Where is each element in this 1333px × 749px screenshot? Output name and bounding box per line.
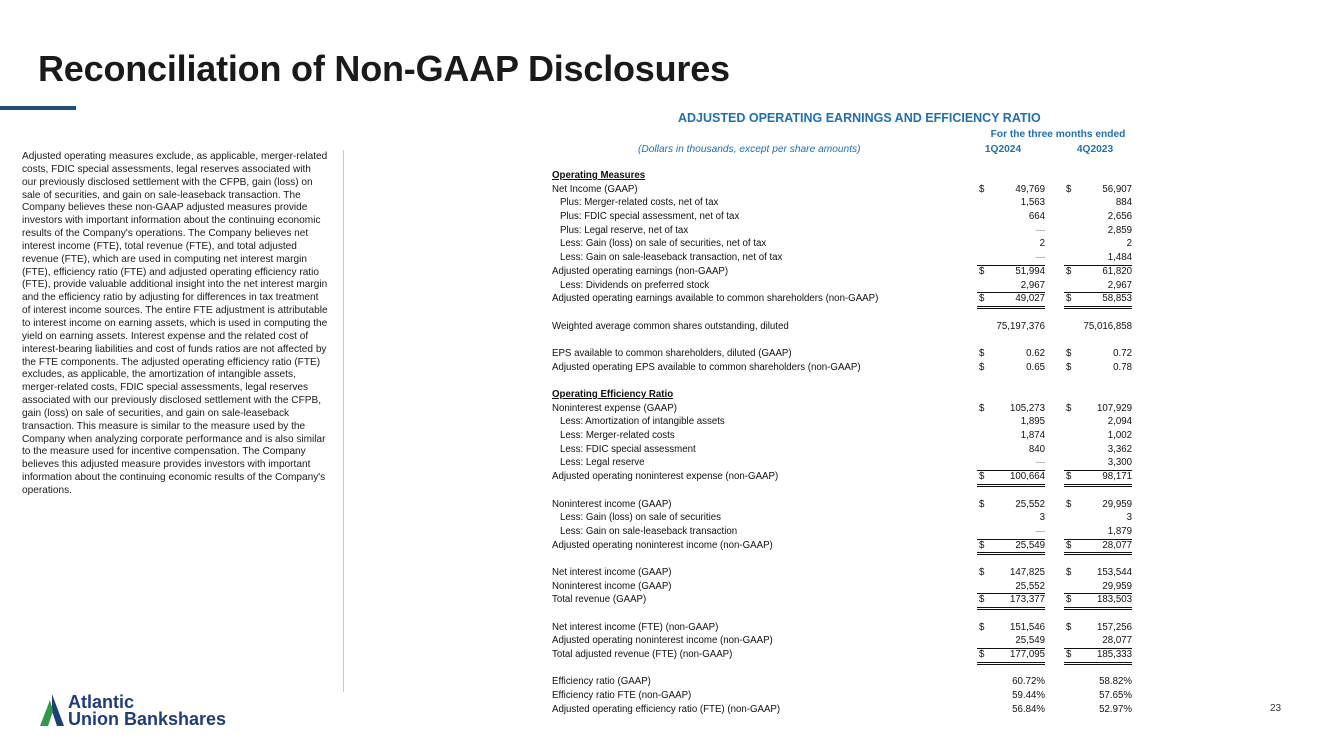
value-1q2024: 177,095 xyxy=(1009,649,1045,661)
row-label: Less: Gain (loss) on sale of securities xyxy=(560,512,721,524)
row-cell xyxy=(977,511,1045,525)
value-1q2024: 1,895 xyxy=(1020,416,1045,428)
row-label: Less: Gain (loss) on sale of securities, net of tax xyxy=(560,238,767,250)
value-4q2023: 2 xyxy=(1126,238,1132,250)
value-4q2023: 185,333 xyxy=(1096,649,1132,661)
row-label: Noninterest expense (GAAP) xyxy=(552,402,677,414)
row-cell xyxy=(1064,347,1132,361)
value-4q2023: 3 xyxy=(1126,512,1132,524)
row-label: Less: Gain on sale-leaseback transaction, net of tax xyxy=(560,252,783,264)
table-row xyxy=(552,621,1132,635)
value-1q2024: 100,664 xyxy=(1009,471,1045,483)
value-1q2024: — xyxy=(1035,224,1045,236)
value-4q2023: 58,853 xyxy=(1102,293,1132,305)
row-cell xyxy=(977,279,1045,294)
row-cell xyxy=(1064,429,1132,443)
value-4q2023: 58.82% xyxy=(1099,676,1132,688)
row-label: Adjusted operating noninterest income (non-GAAP) xyxy=(552,539,773,551)
value-4q2023: 1,484 xyxy=(1107,252,1132,264)
table-row xyxy=(552,210,1132,224)
value-4q2023: 153,544 xyxy=(1096,566,1132,578)
value-1q2024: 56.84% xyxy=(1012,703,1045,715)
row-label: Total adjusted revenue (FTE) (non-GAAP) xyxy=(552,649,733,661)
value-4q2023: 107,929 xyxy=(1096,402,1132,414)
value-4q2023: 98,171 xyxy=(1102,471,1132,483)
row-cell xyxy=(1064,292,1132,309)
row-cell xyxy=(977,196,1045,210)
row-cell xyxy=(977,402,1045,416)
value-1q2024: 51,994 xyxy=(1015,265,1045,277)
table-row xyxy=(552,347,1132,361)
row-cell xyxy=(1064,703,1132,717)
row-label: Less: Amortization of intangible assets xyxy=(560,416,725,428)
row-cell xyxy=(977,347,1045,361)
value-1q2024: 1,874 xyxy=(1020,430,1045,442)
table-row xyxy=(552,689,1132,703)
currency-symbol: $ xyxy=(979,402,985,414)
value-4q2023: 28,077 xyxy=(1102,635,1132,647)
row-cell xyxy=(1064,279,1132,294)
value-1q2024: 1,563 xyxy=(1020,197,1045,209)
table-title: ADJUSTED OPERATING EARNINGS AND EFFICIENCY RATIO xyxy=(678,111,1041,125)
row-cell xyxy=(977,580,1045,595)
row-label: Adjusted operating noninterest expense (non-GAAP) xyxy=(552,471,779,483)
row-cell xyxy=(1064,498,1132,512)
row-cell xyxy=(977,525,1045,540)
currency-symbol: $ xyxy=(1066,293,1072,305)
row-cell xyxy=(1064,566,1132,580)
value-4q2023: 28,077 xyxy=(1102,539,1132,551)
value-1q2024: — xyxy=(1035,525,1045,537)
value-4q2023: 57.65% xyxy=(1099,690,1132,702)
row-label: Less: Merger-related costs xyxy=(560,430,675,442)
row-cell xyxy=(1064,689,1132,703)
table-row xyxy=(552,648,1132,662)
value-1q2024: 49,769 xyxy=(1015,183,1045,195)
table-row xyxy=(552,196,1132,210)
row-label: Operating Measures xyxy=(552,170,646,181)
period-header: For the three months ended xyxy=(990,129,1126,140)
table-row xyxy=(552,675,1132,689)
value-1q2024: 664 xyxy=(1028,211,1045,223)
row-cell xyxy=(1064,196,1132,210)
row-cell xyxy=(977,566,1045,580)
value-1q2024: 59.44% xyxy=(1012,690,1045,702)
currency-symbol: $ xyxy=(1066,498,1072,510)
company-logo xyxy=(38,692,268,732)
row-cell xyxy=(1064,415,1132,429)
value-4q2023: 61,820 xyxy=(1102,265,1132,277)
table-row xyxy=(552,703,1132,717)
row-cell xyxy=(1064,634,1132,649)
table-row xyxy=(552,511,1132,525)
row-cell xyxy=(977,675,1045,689)
table-row xyxy=(552,415,1132,429)
value-4q2023: 2,967 xyxy=(1107,279,1132,291)
value-1q2024: 25,549 xyxy=(1015,539,1045,551)
row-cell xyxy=(977,634,1045,649)
row-cell xyxy=(1064,470,1132,487)
value-4q2023: 884 xyxy=(1115,197,1132,209)
currency-symbol: $ xyxy=(1066,361,1072,373)
table-row xyxy=(552,320,1132,334)
currency-symbol: $ xyxy=(979,594,985,606)
row-cell xyxy=(977,237,1045,251)
row-cell xyxy=(977,183,1045,197)
value-1q2024: 25,549 xyxy=(1015,635,1045,647)
value-4q2023: 56,907 xyxy=(1102,183,1132,195)
row-cell xyxy=(977,210,1045,224)
row-label: Net Income (GAAP) xyxy=(552,183,638,195)
currency-symbol: $ xyxy=(979,498,985,510)
value-1q2024: 2,967 xyxy=(1020,279,1045,291)
value-1q2024: — xyxy=(1035,457,1045,469)
row-cell xyxy=(1064,525,1132,540)
row-label: Net interest income (FTE) (non-GAAP) xyxy=(552,621,719,633)
row-cell xyxy=(1064,675,1132,689)
table-section-header xyxy=(552,169,1132,183)
currency-symbol: $ xyxy=(979,566,985,578)
row-cell xyxy=(977,265,1045,279)
row-label: Total revenue (GAAP) xyxy=(552,594,647,606)
row-cell xyxy=(1064,265,1132,279)
row-cell xyxy=(1064,361,1132,375)
row-label: Adjusted operating earnings available to common shareholders (non-GAAP) xyxy=(552,293,879,305)
row-cell xyxy=(1064,251,1132,266)
table-row xyxy=(552,361,1132,375)
row-label: Plus: FDIC special assessment, net of tax xyxy=(560,211,740,223)
row-cell xyxy=(977,648,1045,665)
value-1q2024: 840 xyxy=(1028,443,1045,455)
table-row xyxy=(552,251,1132,265)
row-cell xyxy=(1064,539,1132,556)
row-label: EPS available to common shareholders, diluted (GAAP) xyxy=(552,347,792,359)
row-cell xyxy=(1064,224,1132,238)
row-label: Efficiency ratio (GAAP) xyxy=(552,676,651,688)
currency-symbol: $ xyxy=(1066,621,1072,633)
value-1q2024: 0.65 xyxy=(1026,361,1045,373)
row-cell xyxy=(977,621,1045,635)
currency-symbol: $ xyxy=(979,471,985,483)
row-cell xyxy=(1064,456,1132,471)
currency-symbol: $ xyxy=(1066,539,1072,551)
table-row xyxy=(552,580,1132,594)
value-4q2023: 2,656 xyxy=(1107,211,1132,223)
value-4q2023: 0.78 xyxy=(1113,361,1132,373)
row-cell xyxy=(1064,183,1132,197)
row-cell xyxy=(1064,237,1132,251)
row-cell xyxy=(977,470,1045,487)
row-label: Less: FDIC special assessment xyxy=(560,443,696,455)
value-1q2024: 25,552 xyxy=(1015,580,1045,592)
table-row xyxy=(552,237,1132,251)
table-row xyxy=(552,429,1132,443)
value-4q2023: 1,002 xyxy=(1107,430,1132,442)
currency-symbol: $ xyxy=(979,621,985,633)
row-label: Adjusted operating efficiency ratio (FTE) (non-GAAP) xyxy=(552,703,781,715)
value-4q2023: 3,300 xyxy=(1107,457,1132,469)
value-1q2024: 49,027 xyxy=(1015,293,1045,305)
row-label: Adjusted operating EPS available to common shareholders (non-GAAP) xyxy=(552,361,861,373)
row-cell xyxy=(977,443,1045,457)
row-label: Less: Gain on sale-leaseback transaction xyxy=(560,525,738,537)
row-cell xyxy=(977,456,1045,471)
value-1q2024: 75,197,376 xyxy=(996,320,1045,332)
row-cell xyxy=(977,415,1045,429)
value-4q2023: 29,959 xyxy=(1102,498,1132,510)
table-row xyxy=(552,456,1132,470)
column-divider xyxy=(343,150,344,692)
value-4q2023: 75,016,858 xyxy=(1083,320,1132,332)
currency-symbol: $ xyxy=(1066,347,1072,359)
intro-paragraph: Adjusted operating measures exclude, as applicable, merger-related costs, FDIC special assessments, legal reserves associated with our previously disclosed settlement with the CFPB, gain (loss) on sale of securities, and gain on sale-leaseback transaction. The Company believes these non-GAAP adjusted measures provide investors with important information about the continuing economic results of the Company's operations. The Company believes net interest income (FTE), total revenue (FTE), and total adjusted revenue (FTE), which are used in computing net interest margin (FTE), efficiency ratio (FTE) and adjusted operating efficiency ratio (FTE), provide valuable additional insight into the net interest margin and the efficiency ratio by adjusting for differences in tax treatment of interest income sources. The entire FTE adjustment is attributable to interest income on earning assets, which is used in computing the yield on earning assets. Interest expense and the related cost of interest-bearing liabilities and cost of funds ratios are not affected by the FTE components. The adjusted operating efficiency ratio (FTE) excludes, as applicable, the amortization of intangible assets, merger-related costs, FDIC special assessments, legal reserves associated with our previously disclosed settlement with the CFPB, gain (loss) on sale of securities, and gain on sale-leaseback transaction. This measure is similar to the measure used by the Company when analyzing corporate performance and is also similar to the measure used for incentive compensation. The Company believes this adjusted measure provides investors with important information about the continuing economic results of the Company's operations. xyxy=(22,151,328,496)
row-cell xyxy=(1064,210,1132,224)
value-4q2023: 183,503 xyxy=(1096,594,1132,606)
table-row xyxy=(552,224,1132,238)
page-number: 23 xyxy=(1270,703,1282,714)
row-cell xyxy=(977,593,1045,610)
value-4q2023: 3,362 xyxy=(1107,443,1132,455)
value-4q2023: 2,859 xyxy=(1107,224,1132,236)
row-cell xyxy=(977,703,1045,717)
row-label: Adjusted operating noninterest income (non-GAAP) xyxy=(552,635,773,647)
value-1q2024: 151,546 xyxy=(1009,621,1045,633)
row-cell xyxy=(1064,648,1132,665)
row-cell xyxy=(977,292,1045,309)
value-1q2024: 60.72% xyxy=(1012,676,1045,688)
column-header-1q2024: 1Q2024 xyxy=(984,144,1022,155)
table-row xyxy=(552,292,1132,306)
row-label: Noninterest income (GAAP) xyxy=(552,498,672,510)
title-underline xyxy=(0,106,76,110)
row-cell xyxy=(977,689,1045,703)
currency-symbol: $ xyxy=(1066,402,1072,414)
value-4q2023: 52.97% xyxy=(1099,703,1132,715)
value-4q2023: 29,959 xyxy=(1102,580,1132,592)
value-4q2023: 2,094 xyxy=(1107,416,1132,428)
table-row xyxy=(552,566,1132,580)
table-row xyxy=(552,634,1132,648)
currency-symbol: $ xyxy=(979,347,985,359)
row-cell xyxy=(1064,443,1132,457)
row-cell xyxy=(1064,402,1132,416)
value-1q2024: 2 xyxy=(1039,238,1045,250)
value-1q2024: 105,273 xyxy=(1009,402,1045,414)
currency-symbol: $ xyxy=(1066,566,1072,578)
table-section-header xyxy=(552,388,1132,402)
row-label: Net interest income (GAAP) xyxy=(552,566,672,578)
row-cell xyxy=(977,498,1045,512)
row-label: Less: Legal reserve xyxy=(560,457,645,469)
row-label: Less: Dividends on preferred stock xyxy=(560,279,710,291)
currency-symbol: $ xyxy=(979,361,985,373)
value-1q2024: 25,552 xyxy=(1015,498,1045,510)
value-1q2024: 147,825 xyxy=(1009,566,1045,578)
table-row xyxy=(552,539,1132,553)
currency-symbol: $ xyxy=(979,539,985,551)
value-1q2024: 0.62 xyxy=(1026,347,1045,359)
table-row xyxy=(552,593,1132,607)
row-cell xyxy=(1064,621,1132,635)
table-row xyxy=(552,402,1132,416)
row-cell xyxy=(977,251,1045,266)
row-cell xyxy=(1064,593,1132,610)
column-header-4q2023: 4Q2023 xyxy=(1076,144,1114,155)
row-label: Plus: Legal reserve, net of tax xyxy=(560,224,689,236)
value-4q2023: 0.72 xyxy=(1113,347,1132,359)
row-cell xyxy=(1064,320,1132,334)
row-cell xyxy=(1064,580,1132,595)
row-label: Efficiency ratio FTE (non-GAAP) xyxy=(552,690,692,702)
currency-symbol: $ xyxy=(1066,183,1072,195)
currency-symbol: $ xyxy=(1066,265,1072,277)
value-1q2024: — xyxy=(1035,252,1045,264)
row-cell xyxy=(977,429,1045,443)
currency-symbol: $ xyxy=(1066,471,1072,483)
units-note: (Dollars in thousands, except per share amounts) xyxy=(638,144,861,155)
table-row xyxy=(552,443,1132,457)
table-row xyxy=(552,525,1132,539)
reconciliation-table xyxy=(552,169,1132,717)
row-cell xyxy=(977,224,1045,238)
logo-wordmark-line1: Atlantic xyxy=(68,692,135,712)
row-cell xyxy=(977,539,1045,556)
currency-symbol: $ xyxy=(979,293,985,305)
currency-symbol: $ xyxy=(979,183,985,195)
row-label: Operating Efficiency Ratio xyxy=(552,389,674,400)
value-4q2023: 157,256 xyxy=(1096,621,1132,633)
value-1q2024: 173,377 xyxy=(1009,594,1045,606)
row-cell xyxy=(1064,511,1132,525)
row-cell xyxy=(977,361,1045,375)
currency-symbol: $ xyxy=(1066,649,1072,661)
value-4q2023: 1,879 xyxy=(1107,525,1132,537)
table-row xyxy=(552,265,1132,279)
table-row xyxy=(552,279,1132,293)
row-label: Adjusted operating earnings (non-GAAP) xyxy=(552,265,729,277)
table-row xyxy=(552,183,1132,197)
currency-symbol: $ xyxy=(979,649,985,661)
logo-mark-icon xyxy=(38,692,66,728)
row-label: Weighted average common shares outstanding, diluted xyxy=(552,320,789,332)
currency-symbol: $ xyxy=(979,265,985,277)
table-row xyxy=(552,470,1132,484)
row-label: Plus: Merger-related costs, net of tax xyxy=(560,197,719,209)
value-1q2024: 3 xyxy=(1039,512,1045,524)
row-cell xyxy=(977,320,1045,334)
table-row xyxy=(552,498,1132,512)
row-label: Noninterest income (GAAP) xyxy=(552,580,672,592)
logo-wordmark-line2: Union Bankshares xyxy=(68,709,227,729)
page-title: Reconciliation of Non-GAAP Disclosures xyxy=(38,48,730,89)
currency-symbol: $ xyxy=(1066,594,1072,606)
